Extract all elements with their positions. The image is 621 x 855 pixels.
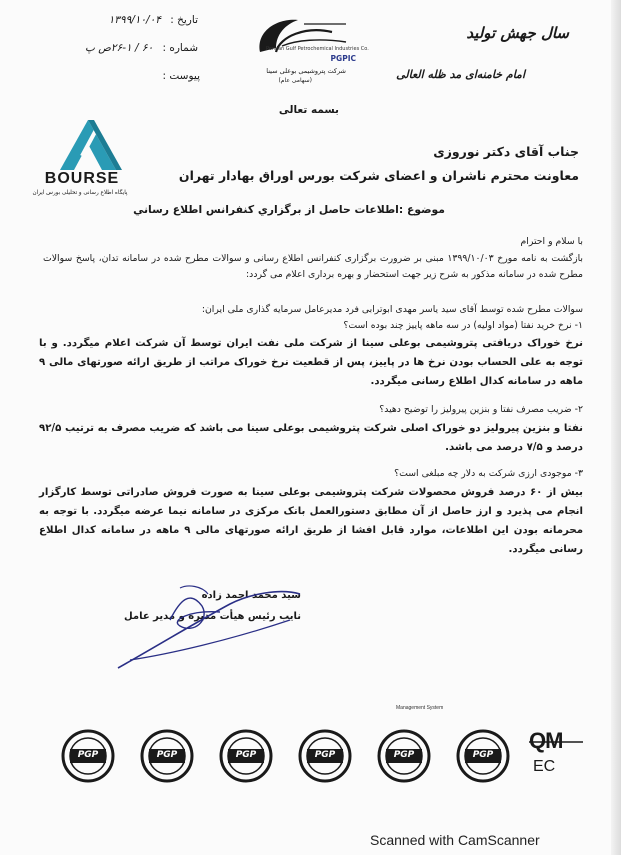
answer-2: نفتا و بنزین پیرولیز دو خوراک اصلی شرکت پتروشیمی بوعلی سینا می باشد که ضریب مصرف به ترتیب ۹۲/۵ درصد و ۷/۵ درصد می باشد.	[39, 423, 583, 453]
attachment-row	[140, 70, 200, 82]
question-3: ۳- موجودی ارزی شرکت به دلار چه مبلغی است؟	[394, 468, 583, 479]
recipient-line2: معاونت محترم ناشران و اعضای شرکت بورس اوراق بهادار تهران	[178, 168, 579, 183]
date-row	[70, 14, 198, 26]
motto-leader: امام خامنه‌ای مد ظله العالی	[396, 68, 525, 81]
intro-paragraph: بازگشت به نامه مورخ ۱۳۹۹/۱۰/۰۳ مبنی بر ضرورت برگزاری کنفرانس اطلاع رسانی و سوالات مطرح شده در سامانه تدان، پاسخ سوالات مطرح شده در سامانه مذکور به شرح زیر جهت استحضار و بهره برداری اعلام می گردد:	[43, 253, 583, 280]
cert-badge-4	[297, 728, 353, 784]
signatory-title: نایب رئیس هیأت مدیره و مدیر عامل	[124, 611, 301, 622]
bourse-logo	[30, 116, 134, 200]
cert-badge-text: PGP	[235, 750, 257, 760]
answer-3: بیش از ۶۰ درصد فروش محصولات شرکت پتروشیمی بوعلی سینا به صورت فروش صادراتی توسط کارگزار انجام می پذیرد و ارز حاصل از آن مطابق دستورالعمل بانک مرکزی در سامانه نیما عرضه میگردد. با توجه به محرمانه بودن این اطلاعات، موارد قابل افشا از طریق ارائه صورتهای مالی ۹ ماهه در سامانه کدال اطلاع رسانی میگردد.	[39, 487, 583, 555]
cert-badge-3	[218, 728, 274, 784]
cert-badge-1	[60, 728, 116, 784]
cert-badge-text: PGP	[156, 750, 178, 760]
ec-text: EC	[533, 758, 556, 775]
number-row	[62, 42, 198, 54]
scanner-watermark: Scanned with CamScanner	[370, 832, 540, 848]
qm-mark	[527, 728, 587, 775]
question-1: ۱- نرخ خرید نفتا (مواد اولیه) در سه ماهه پاییز چند بوده است؟	[343, 320, 583, 331]
questions-lead: سوالات مطرح شده توسط آقای سید یاسر مهدی ابوترابی فرد مدیرعامل سرمایه گذاری ملی ایران:	[201, 304, 583, 315]
date-label: تاریخ :	[170, 14, 198, 26]
scan-edge-shadow	[611, 0, 621, 855]
cert-badge-text: PGP	[314, 750, 336, 760]
cert-badge-5	[376, 728, 432, 784]
handwritten-signature-icon	[110, 580, 310, 676]
number-value: ۶۰ / ۱-۲۶ص پ	[85, 42, 154, 54]
attachment-label: پیوست :	[162, 70, 200, 82]
recipient-line1: جناب آقای دکتر نوروزی	[433, 144, 579, 159]
cert-badge-6	[455, 728, 511, 784]
cert-badge-text: PGP	[77, 750, 99, 760]
date-value: ۱۳۹۹/۱۰/۰۴	[108, 14, 161, 26]
qm-text: QM	[529, 728, 563, 753]
company-type: (سهامی عام)	[278, 77, 312, 84]
bourse-tagline: پایگاه اطلاع رسانی و تحلیلی بورس ایران	[32, 190, 128, 196]
cert-badge-text: PGP	[393, 750, 415, 760]
cert-ring-text: Management System	[396, 705, 444, 711]
number-label: شماره :	[162, 42, 198, 54]
company-name-fa: شرکت پتروشیمی بوعلی سینا	[266, 67, 346, 75]
subject-line: موضوع :اطلاعات حاصل از برگزاري كنفرانس اطلاع رساني	[133, 203, 445, 216]
company-abbr: PGPIC	[330, 54, 356, 63]
basmala: بسمه تعالی	[278, 104, 339, 116]
motto-year: سال جهش تولید	[466, 24, 569, 42]
cert-badge-text: PGP	[472, 750, 494, 760]
greeting: با سلام و احترام	[520, 236, 583, 247]
company-logo	[246, 12, 369, 90]
cert-badge-2	[139, 728, 195, 784]
answer-1: نرخ خوراک دریافتی پتروشیمی بوعلی سینا از شرکت ملی نفت ایران توسط آن شرکت اعلام میگردد. و با توجه به علی الحساب بودن نرخ ها در پاییز، پس از قطعیت نرخ خوراک مراتب از طریق ارائه صورتهای مالی ۹ ماهه در سامانه کدال اطلاع رسانی میگردد.	[39, 338, 583, 387]
signatory-name: سید محمد احمد زاده	[201, 590, 301, 601]
bourse-name: BOURSE	[44, 170, 120, 187]
question-2: ۲- ضریب مصرف نفتا و بنزین پیرولیز را توضیح دهید؟	[379, 404, 583, 415]
bourse-triangle-icon	[30, 116, 134, 172]
company-name-en: Persian Gulf Petrochemical Industries Co.	[266, 46, 369, 52]
